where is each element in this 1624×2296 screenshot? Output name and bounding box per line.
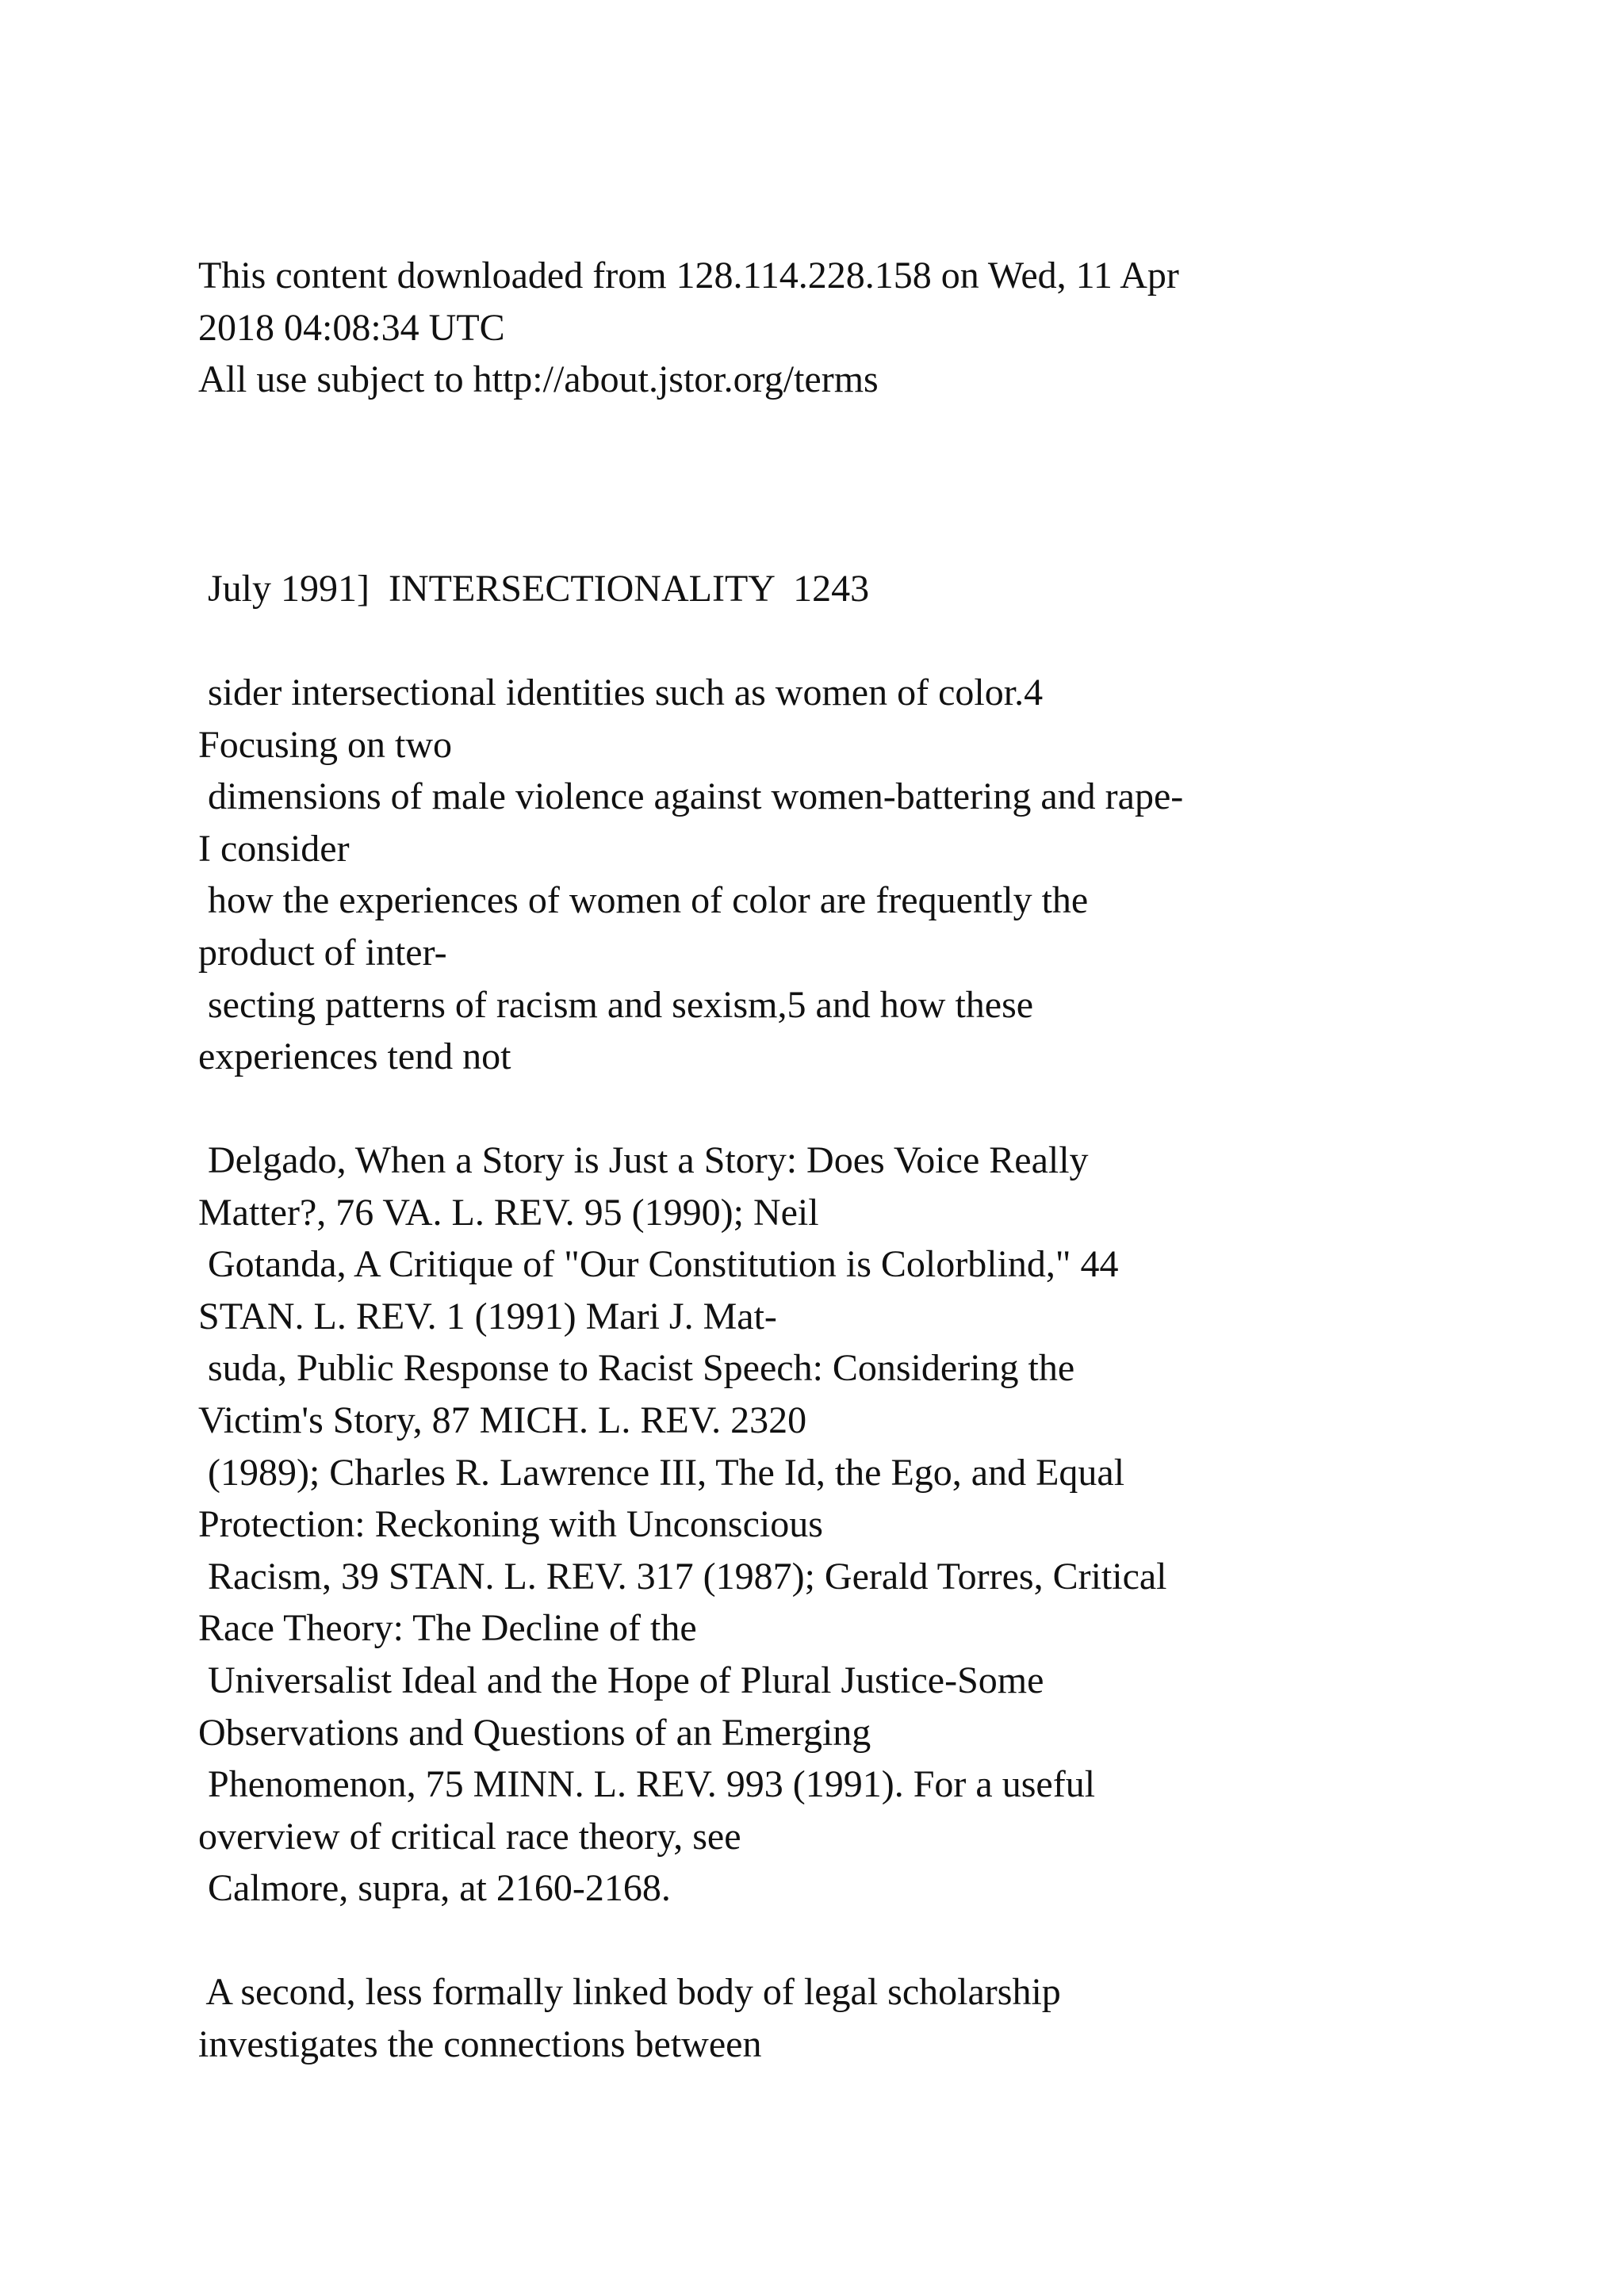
footnote-line: Delgado, When a Story is Just a Story: Does Voice Really	[198, 1139, 1089, 1181]
footnote-line: (1989); Charles R. Lawrence III, The Id, the Ego, and Equal	[198, 1451, 1125, 1494]
footnote-line: STAN. L. REV. 1 (1991) Mari J. Mat-	[198, 1295, 777, 1337]
text-line: experiences tend not	[198, 1035, 511, 1078]
running-head-text: July 1991] INTERSECTIONALITY 1243	[198, 568, 870, 610]
footnote-line: Observations and Questions of an Emerging	[198, 1711, 871, 1754]
text-line: I consider	[198, 827, 350, 870]
running-head	[198, 563, 1546, 615]
text-line: secting patterns of racism and sexism,5 and how these	[198, 983, 1034, 1026]
footnote-line: Matter?, 76 VA. L. REV. 95 (1990); Neil	[198, 1191, 819, 1234]
text-line: sider intersectional identities such as women of color.4	[198, 672, 1044, 714]
footnote-line: Gotanda, A Critique of "Our Constitution is Colorblind," 44	[198, 1243, 1119, 1286]
text-line: product of inter-	[198, 931, 447, 974]
text-line: how the experiences of women of color are frequently the	[198, 879, 1089, 922]
footnote-line: Victim's Story, 87 MICH. L. REV. 2320	[198, 1399, 807, 1441]
download-notice-line: This content downloaded from 128.114.228.158 on Wed, 11 Apr	[198, 254, 1179, 297]
body-paragraph	[198, 1966, 1546, 2070]
download-notice	[198, 250, 1546, 406]
footnote-line: Phenomenon, 75 MINN. L. REV. 993 (1991). For a useful	[198, 1763, 1096, 1806]
footnote-line: overview of critical race theory, see	[198, 1815, 741, 1858]
footnote-line: Universalist Ideal and the Hope of Plural Justice-Some	[198, 1659, 1044, 1701]
text-line: A second, less formally linked body of legal scholarship	[198, 1971, 1061, 2013]
footnote-text	[198, 1135, 1546, 1915]
footnote-line: Protection: Reckoning with Unconscious	[198, 1503, 823, 1546]
text-line: Focusing on two	[198, 723, 453, 766]
footnote-line: Race Theory: The Decline of the	[198, 1607, 697, 1650]
footnote-line: Racism, 39 STAN. L. REV. 317 (1987); Gerald Torres, Critical	[198, 1555, 1167, 1598]
footnote-line: suda, Public Response to Racist Speech: Considering the	[198, 1347, 1075, 1390]
download-notice-line: 2018 04:08:34 UTC	[198, 306, 505, 349]
terms-of-use-line: All use subject to http://about.jstor.org/terms	[198, 358, 879, 401]
footnote-line: Calmore, supra, at 2160-2168.	[198, 1867, 671, 1910]
body-paragraph	[198, 667, 1546, 1083]
text-line: dimensions of male violence against women-battering and rape-	[198, 775, 1184, 818]
text-line: investigates the connections between	[198, 2022, 762, 2065]
